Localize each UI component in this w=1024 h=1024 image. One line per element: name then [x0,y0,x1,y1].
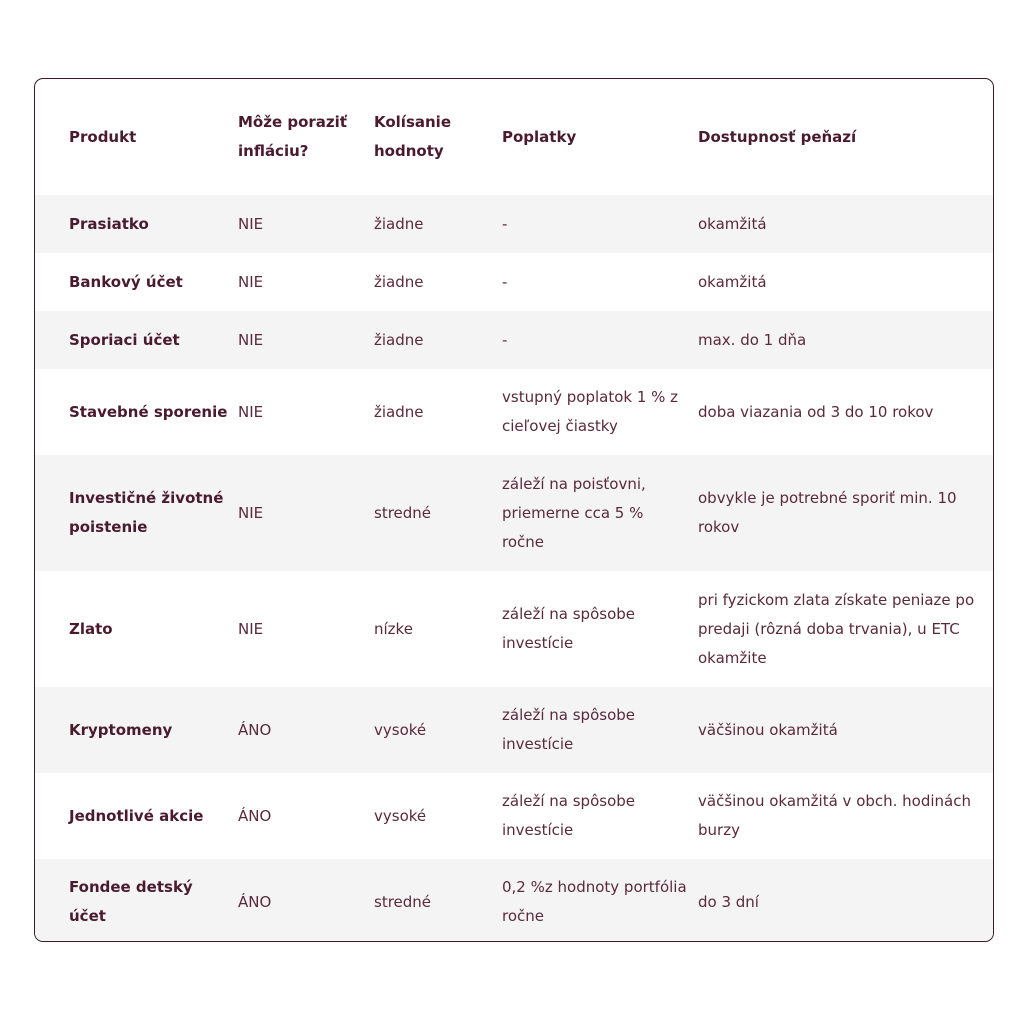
table-row [35,571,993,687]
cell-volatility: žiadne [374,195,502,253]
table-row [35,859,993,942]
cell-beat-inflation: ÁNO [238,806,272,825]
table-row [35,311,993,369]
cell-volatility: nízke [374,619,413,638]
cell-volatility: stredné [374,455,502,571]
cell-product: Kryptomeny [35,687,238,773]
cell-fees: záleží na poisťovni, priemerne cca 5 % ročne [502,455,698,571]
cell-availability: max. do 1 dňa [698,311,993,369]
comparison-table-card [34,78,994,942]
cell-beat-inflation: ÁNO [238,859,374,942]
cell-fees: - [502,272,508,291]
cell-product: Investičné životné poistenie [35,455,238,571]
cell-fees: - [502,311,698,369]
table-row [35,455,993,571]
cell-availability: okamžitá [698,195,993,253]
header-beat-inflation: Môže poraziť infláciu? [238,113,347,160]
table-row [35,369,993,455]
table-row [35,253,993,311]
cell-product: Bankový účet [69,272,183,291]
cell-availability: doba viazania od 3 do 10 rokov [698,402,934,421]
cell-availability: väčšinou okamžitá [698,687,993,773]
header-value-volatility: Kolísanie hodnoty [374,113,451,160]
cell-beat-inflation: NIE [238,272,264,291]
cell-fees: záleží na spôsobe investície [502,687,698,773]
cell-fees: vstupný poplatok 1 % z cieľovej čiastky [502,388,679,435]
header-fees: Poplatky [502,127,577,146]
cell-beat-inflation: NIE [238,619,264,638]
cell-product: Stavebné sporenie [69,402,228,421]
table-row [35,687,993,773]
cell-availability: do 3 dní [698,859,993,942]
cell-product: Jednotlivé akcie [69,806,204,825]
cell-product: Sporiaci účet [35,311,238,369]
cell-beat-inflation: NIE [238,311,374,369]
cell-product: Fondee detský účet [35,859,238,942]
cell-volatility: stredné [374,859,502,942]
cell-fees: záleží na spôsobe investície [502,792,635,839]
header-product: Produkt [69,127,137,146]
table-row [35,773,993,859]
cell-fees: 0,2 %z hodnoty portfólia ročne [502,859,698,942]
cell-availability: pri fyzickom zlata získate peniaze po predaji (rôzná doba trvania), u ETC okamžite [698,590,975,667]
cell-volatility: žiadne [374,311,502,369]
cell-availability: obvykle je potrebné sporiť min. 10 rokov [698,455,993,571]
header-money-availability: Dostupnosť peňazí [698,127,857,146]
cell-availability: väčšinou okamžitá v obch. hodinách burzy [698,792,972,839]
cell-fees: - [502,195,698,253]
table-row [35,195,993,253]
cell-volatility: vysoké [374,806,427,825]
cell-volatility: žiadne [374,272,424,291]
cell-product: Prasiatko [35,195,238,253]
comparison-table [35,79,993,942]
cell-beat-inflation: NIE [238,455,374,571]
cell-beat-inflation: NIE [238,195,374,253]
cell-availability: okamžitá [698,272,767,291]
cell-product: Zlato [69,619,113,638]
cell-volatility: vysoké [374,687,502,773]
cell-fees: záleží na spôsobe investície [502,605,635,652]
cell-volatility: žiadne [374,402,424,421]
cell-beat-inflation: ÁNO [238,687,374,773]
cell-beat-inflation: NIE [238,402,264,421]
table-header-row [35,79,993,195]
